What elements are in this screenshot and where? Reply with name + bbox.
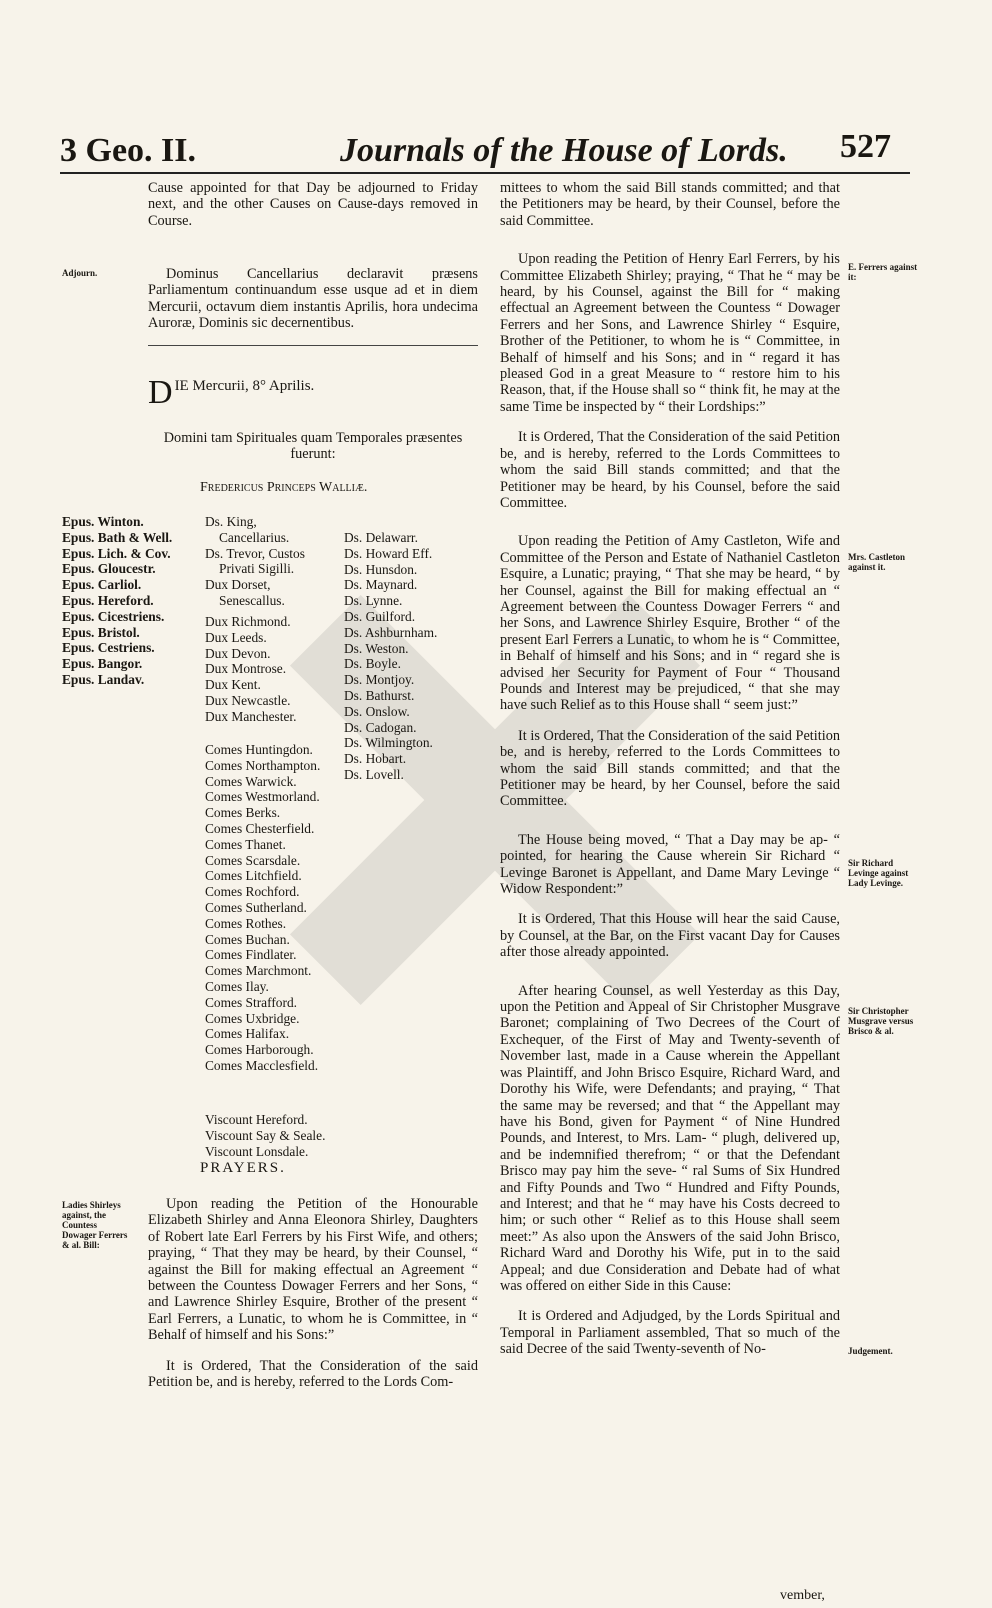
left-para-3: Upon reading the Petition of the Honourable Elizabeth Shirley and Anna Eleonora Shirley, Daughters of Robert late Earl Ferrers by his First Wife, and others; praying, “ That they may be heard, by their Counsel, “ against the Bill for making effectual an Agreement “ between the Countess Dowager Ferrers and her Sons, “ and Lawrence Shirley Esquire, Brother of the present “ Earl Ferrers, a Lunatic, to whom he is Committee, in “ Behalf of himself and his Sons:” It is Ordered, That the Consideration of the said Petition be, and is hereby, referred to the Lords Com- [148, 1196, 478, 1391]
peer-name: Dux Leeds. [205, 629, 267, 645]
peer-name: Epus. Winton. [62, 514, 144, 529]
peer-name: Epus. Bristol. [62, 624, 140, 640]
peer-name: Epus. Cicestriens. [62, 608, 165, 624]
peer-name: Epus. Gloucestr. [62, 561, 156, 577]
peer-name: Comes Marchmont. [205, 963, 312, 979]
peer-name: Comes Sutherland. [205, 899, 307, 915]
peer-name: Comes Ilay. [205, 978, 269, 994]
peer-name: Comes Findlater. [205, 947, 297, 963]
peer-name: Comes Buchan. [205, 931, 290, 947]
peer-name: Ds. Trevor, Custos [205, 545, 305, 561]
journal-title: Journals of the House of Lords. [340, 132, 788, 169]
peer-name: Senescallus. [219, 592, 285, 608]
peer-name: Ds. Montjoy. [344, 672, 415, 688]
peer-name: Comes Uxbridge. [205, 1010, 300, 1026]
dukes-list [205, 614, 296, 725]
peer-name: Epus. Bath & Well. [62, 529, 173, 545]
peer-name: Dux Devon. [205, 645, 271, 661]
peer-name: Ds. Wilmington. [344, 735, 433, 751]
peer-name: Ds. Weston. [344, 640, 409, 656]
peer-name: Privati Sigilli. [219, 561, 295, 577]
peer-name: Comes Litchfield. [205, 868, 302, 884]
viscounts-list [205, 1112, 325, 1159]
peer-name: Comes Macclesfield. [205, 1057, 319, 1073]
peer-name: Comes Harborough. [205, 1042, 314, 1058]
peer-name: Ds. Lovell. [344, 766, 404, 782]
margin-adjourn: Adjourn. [62, 268, 98, 278]
prayers-heading: PRAYERS. [200, 1160, 286, 1176]
peer-name: Epus. Lich. & Cov. [62, 545, 171, 561]
peer-name: Ds. Hobart. [344, 751, 407, 767]
peer-name: Ds. Howard Eff. [344, 545, 433, 561]
peer-name: Comes Thanet. [205, 836, 286, 852]
peer-name: Comes Berks. [205, 805, 281, 821]
sitting-heading [148, 374, 478, 411]
left-para-1: Cause appointed for that Day be adjourned to Friday next, and the other Causes on Cause-days removed in Course. [148, 180, 478, 229]
peer-name: Dux Richmond. [205, 614, 291, 629]
peer-name: Ds. Guilford. [344, 608, 416, 624]
peer-name: Ds. Onslow. [344, 703, 410, 719]
bishops-list [62, 514, 172, 688]
peer-name: Ds. King, [205, 514, 257, 529]
margin-musgrave: Sir Christopher Musgrave versus Brisco & al. [848, 1006, 914, 1036]
peer-name: Ds. Maynard. [344, 577, 418, 593]
officers-list [205, 514, 305, 609]
peer-name: Epus. Hereford. [62, 592, 154, 608]
margin-ferrers: E. Ferrers against it: [848, 262, 918, 282]
margin-shirley: Ladies Shirleys against, the Countess Dowager Ferrers & al. Bill: [62, 1200, 128, 1250]
peer-name: Ds. Hunsdon. [344, 561, 418, 577]
left-para-2: Dominus Cancellarius declaravit præsens Parliamentum continuandum esse usque ad et in diem Mercurii, octavum diem instantis Aprilis, hora undecima Auroræ, Dominis sic decernentibus. [148, 266, 478, 332]
peer-name: Comes Chesterfield. [205, 820, 315, 836]
peer-name: Dux Kent. [205, 677, 261, 693]
peer-name: Comes Huntingdon. [205, 742, 313, 757]
drop-cap: D [148, 374, 173, 411]
barons-list [344, 530, 437, 783]
peer-name: Comes Westmorland. [205, 789, 320, 805]
margin-judgement: Judgement. [848, 1346, 893, 1356]
peer-name: Dux Montrose. [205, 661, 287, 677]
earls-list [205, 742, 320, 1074]
peer-name: Dux Dorset, [205, 577, 271, 593]
peer-name: Dux Newcastle. [205, 692, 291, 708]
peer-name: Ds. Boyle. [344, 656, 401, 672]
regnal-year: 3 Geo. II. [60, 132, 196, 169]
separator-rule [148, 345, 478, 346]
peer-name: Comes Strafford. [205, 994, 297, 1010]
peer-name: Epus. Carliol. [62, 577, 142, 593]
header-rule [60, 172, 910, 174]
peer-name: Viscount Say & Seale. [205, 1127, 326, 1143]
peer-name: Viscount Lonsdale. [205, 1143, 309, 1159]
peer-name: Comes Warwick. [205, 773, 297, 789]
peer-name: Ds. Lynne. [344, 593, 403, 609]
sitting-date: IE Mercurii, 8° Aprilis. [174, 378, 315, 394]
peer-name: Viscount Hereford. [205, 1112, 308, 1127]
peer-name: Comes Rothes. [205, 915, 287, 931]
prince-line: Fredericus Princeps Walliæ. [200, 480, 368, 495]
peer-name: Ds. Ashburnham. [344, 624, 438, 640]
peer-name: Epus. Landav. [62, 671, 145, 687]
peer-name: Epus. Bangor. [62, 656, 143, 672]
peer-name: Dux Manchester. [205, 708, 297, 724]
catchword: vember, [780, 1588, 825, 1603]
peer-name: Comes Northampton. [205, 757, 321, 773]
right-column-text: mittees to whom the said Bill stands committed; and that the Petitioners may be heard, by their Counsel, before the said Committee. Upon reading the Petition of Henry Earl Ferrers, by his Committee Elizabeth Shirley; praying, “ That he “ may be heard, by his Counsel, against the Bill for “ making effectual an Agreement between the Countess “ Dowager Ferrers and her Sons, and Lawrence Shirley “ Esquire, Brother of the Petitioner, to whom he is “ Committee, in Behalf of himself and his Sons; and in “ regard it has pleased God in a great Measure to “ restore him to his Reason, that, if the House shall so “ think fit, he may at the same Time be inspected by “ their Lordships:” It is Ordered, That the Consideration of the said Petition be, and is hereby, referred to the Lords Committees to whom the said Bill stands committed; and that the Petitioner may be heard, by his Counsel, before the said Committee. Upon reading the Petition of Amy Castleton, Wife and Committee of the Person and Estate of Nathaniel Castleton Esquire, a Lunatic; praying, “ That she may be heard, “ by her Counsel, against the Bill for making effectual an “ Agreement between the Countess Dowager Ferrers “ and her Sons, and Lawrence Shirley Esquire, Brother “ of the present Earl Ferrers a Lunatic, to whom he is “ Committee, in Behalf of himself and his Sons; and in “ regard she is advised her Security for Payment of Four “ Thousand Pounds and Interest may be prejudiced, “ that she may have such Relief as to this House shall “ seem just:” It is Ordered, That the Consideration of the said Petition be, and is hereby, referred to the Lords Committees to whom the said Bill stands committed; and that the Petitioner may be heard, by her Counsel, before the said Committee. The House being moved, “ That a Day may be ap- “ pointed, for hearing the Cause wherein Sir Richard “ Levinge Baronet is Appellant, and Dame Mary Levinge “ Widow Respondent:” It is Ordered, That this House will hear the said Cause, by Counsel, at the Bar, on the First vacant Day for Causes after those already appointed. After hearing Counsel, as well Yesterday as this Day, upon the Petition and Appeal of Sir Christopher Musgrave Baronet; complaining of Two Decrees of the Court of Exchequer, of the First of May and Twenty-seventh of November last, made in a Cause wherein the Appellant was Plaintiff, and John Brisco Esquire, Richard Ward, and Dorothy his Wife, were Defendants; and praying, “ That the same may be reversed; and that “ the Appellant may have his Bond, given for Payment “ of Nine Hundred Pounds, and Interest, to Mrs. Lam- “ plugh, delivered up, and be indemnified therefrom; “ or that the Defendant Brisco may pay him the seve- “ ral Sums of Six Hundred and Fifty Pounds and Two “ Hundred and Fifty Pounds, and Interest; and that he “ may have his Costs decreed to him; or such other “ Relief as to this House shall seem meet:” As also upon the Answers of the said John Brisco, Richard Ward and Dorothy his Wife, put in to the said Appeal; and due Consideration and Debate had of what was offered on either Side in this Cause: It is Ordered and Adjudged, by the Lords Spiritual and Temporal in Parliament assembled, That so much of the said Decree of the said Twenty-seventh of No- [500, 180, 840, 1358]
peer-name: Comes Halifax. [205, 1026, 290, 1042]
peer-name: Ds. Cadogan. [344, 719, 417, 735]
peer-name: Comes Rochford. [205, 884, 300, 900]
peer-name: Epus. Cestriens. [62, 640, 155, 656]
peer-name: Comes Scarsdale. [205, 852, 301, 868]
peer-name: Cancellarius. [219, 529, 290, 545]
margin-levinge: Sir Richard Levinge against Lady Levinge. [848, 858, 909, 888]
peer-name: Ds. Delawarr. [344, 530, 418, 545]
page-number: 527 [840, 128, 891, 165]
margin-castleton: Mrs. Castleton against it. [848, 552, 905, 572]
domini-line: Domini tam Spirituales quam Temporales præsentes fuerunt: [163, 430, 463, 463]
peer-name: Ds. Bathurst. [344, 687, 415, 703]
